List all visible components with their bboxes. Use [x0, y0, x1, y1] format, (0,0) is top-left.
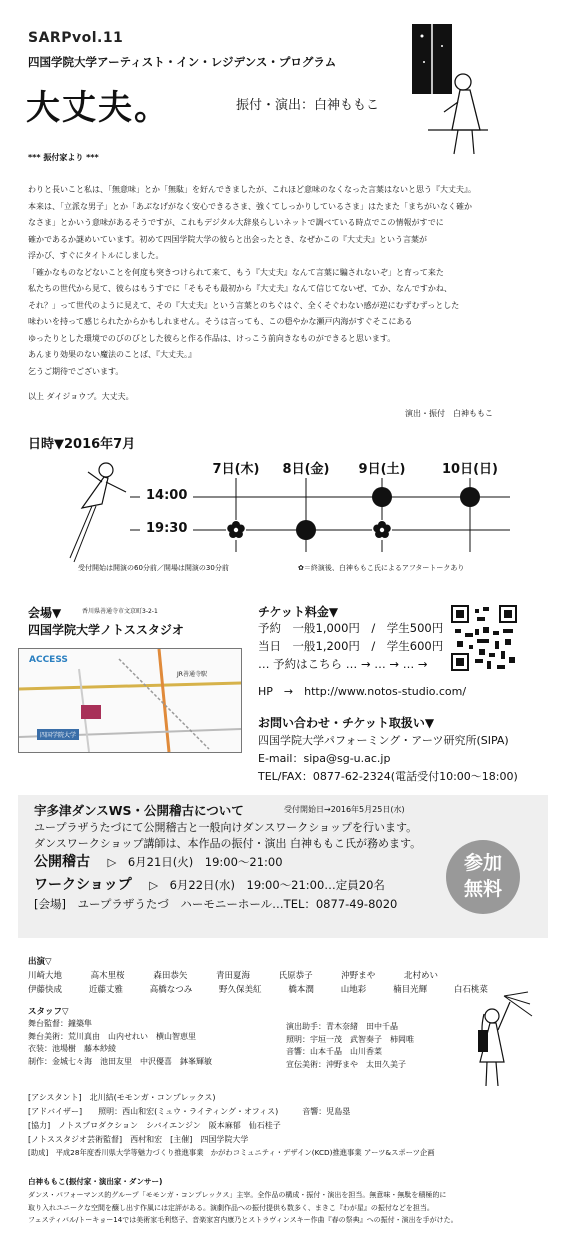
- profile-line: フェスティバル/トーキョー14では美術家毛利悠子、音楽家宮内康乃とストラヴィンスキー作曲『春の祭典』への振付・演出を手がけた。: [28, 1216, 458, 1224]
- schedule-heading: 日時▼2016年7月: [28, 437, 136, 452]
- page-title: 大丈夫。: [26, 88, 170, 128]
- workshop-desc: ユープラザうたづにて公開稽古と一般向けダンスワークショップを行います。: [34, 821, 418, 834]
- ticket-door: 当日 一般1,200円 / 学生600円: [258, 639, 444, 653]
- cast-member: 青田夏海: [215, 971, 250, 981]
- workshop-row: [34, 874, 385, 894]
- credit-line: [助成] 平成28年度香川県大学等魅力づくり推進事業 かがわコミュニティ・デザイン(KCD)推進事業 アーツ&スポーツ企画: [28, 1148, 435, 1157]
- workshop-detail: ▷ 6月22日(水) 19:00～21:00…定員20名: [149, 878, 385, 892]
- workshop-subtitle: 受付開始日→2016年5月25日(水): [284, 805, 405, 814]
- performance-dot: [372, 487, 392, 507]
- schedule-lines: [0, 0, 569, 600]
- message-line: 浮かび、すぐにタイトルにしました。: [28, 251, 164, 260]
- free-badge: [446, 840, 520, 914]
- schedule-note-right: ✿＝終演後、白神ももこ氏によるアフタートークあり: [298, 564, 465, 572]
- badge-top: 参加: [463, 852, 502, 874]
- workshop-desc: ダンスワークショップ講師は、本作品の振付・演出 白神ももこ氏が務めます。: [34, 837, 422, 850]
- message-line: 「確かなものなどないことを何度も突きつけられて来て、もう『大丈夫』なんて言葉に騙されないぞ」と育って来た: [28, 267, 444, 277]
- signature: 演出・振付 白神ももこ: [405, 409, 493, 418]
- qr-code-icon[interactable]: [451, 605, 517, 671]
- cast-member: 伊藤快成: [28, 985, 63, 995]
- contact-phone: TEL/FAX：0877-62-2324(電話受付10:00～18:00): [258, 770, 518, 783]
- credit-line: [ノトススタジオ芸術監督] 西村和宏 [主催] 四国学院大学: [28, 1135, 249, 1144]
- cast-member: 北村めい: [403, 971, 438, 981]
- cast-heading: 出演▽: [28, 957, 52, 967]
- cast-member: 沖野まや: [341, 971, 376, 981]
- staff-right: [286, 1021, 414, 1071]
- contact-heading: お問い合わせ・チケット取扱い▼: [258, 716, 435, 730]
- rehearsal-label: 公開稽古: [34, 854, 90, 870]
- cast-member: 楠目光輝: [393, 985, 428, 995]
- credit-line: [協力] ノトスプロダクション シバイエンジン 阪本麻郁 仙石桂子: [28, 1121, 281, 1130]
- cast-member: 白石桃菜: [453, 985, 488, 995]
- cast-member: 高橋なつみ: [149, 985, 193, 995]
- girl-umbrella-illustration: [470, 990, 540, 1090]
- cast-member: 近藤丈雅: [88, 985, 123, 995]
- performance-dot: [460, 487, 480, 507]
- message-line: 味わいを持って感じられたからかもしれません。そうは言っても、この穏やかな瀬戸内海がすぐそこにある: [28, 317, 413, 326]
- staff-line: 舞台美術：荒川真由 山内せれい 横山智恵里: [28, 1031, 196, 1041]
- message-line: あんまり効果のない魔法のことば、『大丈夫。』: [28, 350, 196, 359]
- cast-member: 森田恭矢: [153, 971, 188, 981]
- staff-heading: スタッフ▽: [28, 1007, 69, 1017]
- cast-member: 川崎大地: [28, 971, 63, 981]
- closing-line: 以上 ダイジョウブ。大丈夫。: [28, 392, 134, 401]
- message-line: ゆったりとした環境でのびのびとした彼らと作る作品は、けっこう前向きなものができると思います。: [28, 333, 396, 343]
- map-label: ACCESS: [29, 655, 68, 665]
- profile-body: [28, 1189, 558, 1227]
- contact-email[interactable]: E-mail：sipa@sg-u.ac.jp: [258, 752, 391, 765]
- performance-dot: [296, 520, 316, 540]
- staff-line: 照明：宇垣一茂 武智奏子 柿岡唯: [286, 1034, 414, 1044]
- cast-member: 高木里桜: [90, 971, 125, 981]
- venue-address: 香川県善通寺市文京町3-2-1: [82, 608, 158, 615]
- profile-heading: 白神ももこ(振付家・演出家・ダンサー): [28, 1177, 163, 1186]
- director-credit: 振付・演出：白神ももこ: [236, 98, 380, 113]
- cast-member: 山地彩: [340, 985, 367, 995]
- staff-line: 舞台監督：鐘築隼: [28, 1019, 92, 1028]
- schedule-day-label: 7日(木): [212, 462, 260, 477]
- performance-flower-icon: [372, 520, 392, 540]
- cast-member: 橋本潤: [288, 985, 314, 995]
- staff-line: 宣伝美術：沖野まや 太田久美子: [286, 1059, 406, 1069]
- map-station-label: JR善通寺駅: [177, 671, 207, 678]
- ticket-reserve-link[interactable]: … 予約はこちら … → … → … →: [258, 657, 428, 671]
- staff-line: 衣装：池場樹 藤本紗綾: [28, 1044, 116, 1053]
- rehearsal-detail: ▷ 6月21日(火) 19:00～21:00: [107, 855, 283, 869]
- rehearsal-row: [34, 851, 283, 871]
- cast-row: [28, 969, 438, 981]
- map-campus-label: 四国学院大学: [37, 729, 79, 740]
- message-line: 乞うご期待でございます。: [28, 366, 124, 376]
- schedule-note-left: 受付開始は開演の60分前／開場は開演の30分前: [78, 564, 229, 572]
- access-map: [18, 648, 242, 753]
- staff-line: 演出助手：青木奈緒 田中千晶: [286, 1022, 398, 1031]
- schedule-day-label: 10日(日): [442, 462, 498, 477]
- profile-line: ダンス・パフォーマンス的グループ「モモンガ・コンプレックス」主宰。全作品の構成・振付・演出を担当。無意味・無駄を積極的に: [28, 1191, 447, 1199]
- ticket-advance: 予約 一般1,000円 / 学生500円: [258, 621, 444, 635]
- badge-bottom: 無料: [463, 878, 502, 900]
- series-label: SARPvol.11: [28, 30, 124, 46]
- cast-member: 氏原恭子: [278, 971, 313, 981]
- schedule-grid: [0, 0, 569, 600]
- profile-line: 取り入れユニークな空間を醸し出す作風には定評がある。演劇作品への振付提供も数多く、まきこ『わが星』の振付などを担当。: [28, 1203, 434, 1212]
- message-line: それ？」って世代のように見えて、その『大丈夫』という言葉とのちぐはぐ、全くそぐわない感が逆にむずむずっとした: [28, 300, 460, 310]
- staff-left: [28, 1018, 212, 1068]
- message-heading: *** 振付家より ***: [28, 153, 99, 162]
- venue-name: 四国学院大学ノトススタジオ: [28, 623, 184, 637]
- workshop-place: [会場] ユープラザうたづ ハーモニーホール…TEL：0877-49-8020: [34, 897, 398, 911]
- message-line: 本来は、「立派な男子」とか「あぶなげがなく安心できるさま、強くてしっかりしているさま」はたまた「まちがいなく確か: [28, 201, 472, 211]
- staff-line: 音響：山本千晶 山川香菜: [286, 1047, 382, 1056]
- message-line: 確かであるか謎めいています。初めて四国学院大学の彼らと出会ったとき、なぜかこの『大丈夫』という言葉が: [28, 234, 428, 244]
- program-title: 四国学院大学アーティスト・イン・レジデンス・プログラム: [28, 55, 337, 69]
- venue-heading: 会場▼: [28, 606, 62, 620]
- cast-row: [28, 983, 488, 995]
- message-line: わりと長いこと私は、「無意味」とか「無駄」を好んできましたが、これほど意味のなくなった言葉はないと思う『大丈夫』。: [28, 185, 476, 194]
- schedule-day-label: 8日(金): [282, 462, 330, 477]
- performance-flower-icon: [226, 520, 246, 540]
- homepage-link[interactable]: HP → http://www.notos-studio.com/: [258, 685, 467, 698]
- schedule-time-label: 14:00: [140, 488, 193, 503]
- message-line: なさま」とかいう意味があるそうですが、これもデジタル大辞泉らしいネットで調べている時点でこの情報がすでに: [28, 218, 444, 227]
- schedule-day-label: 9日(土): [358, 462, 406, 477]
- staff-line: 制作：金城七々海 池田友里 中沢優喜 鉢峯輝敏: [28, 1056, 212, 1066]
- credit-line: [アシスタント] 北川結(モモンガ・コンプレックス): [28, 1093, 216, 1102]
- cast-member: 野久保美紅: [219, 985, 262, 995]
- workshop-label: ワークショップ: [34, 877, 132, 893]
- credit-line: [アドバイザー] 照明：西山和宏(ミュウ・ライティング・オフィス) 音響：児島塁: [28, 1107, 351, 1116]
- contact-org: 四国学院大学パフォーミング・アーツ研究所(SIPA): [258, 734, 509, 747]
- schedule-time-label: 19:30: [140, 521, 193, 536]
- ticket-heading: チケット料金▼: [258, 605, 339, 619]
- message-line: 私たちの世代から見て、彼らはもうすでに「そもそも最初から『大丈夫』なんて信じてないぜ、てか、なんですかね、: [28, 284, 452, 293]
- workshop-title: 宇多津ダンスWS・公開稽古について: [34, 803, 244, 818]
